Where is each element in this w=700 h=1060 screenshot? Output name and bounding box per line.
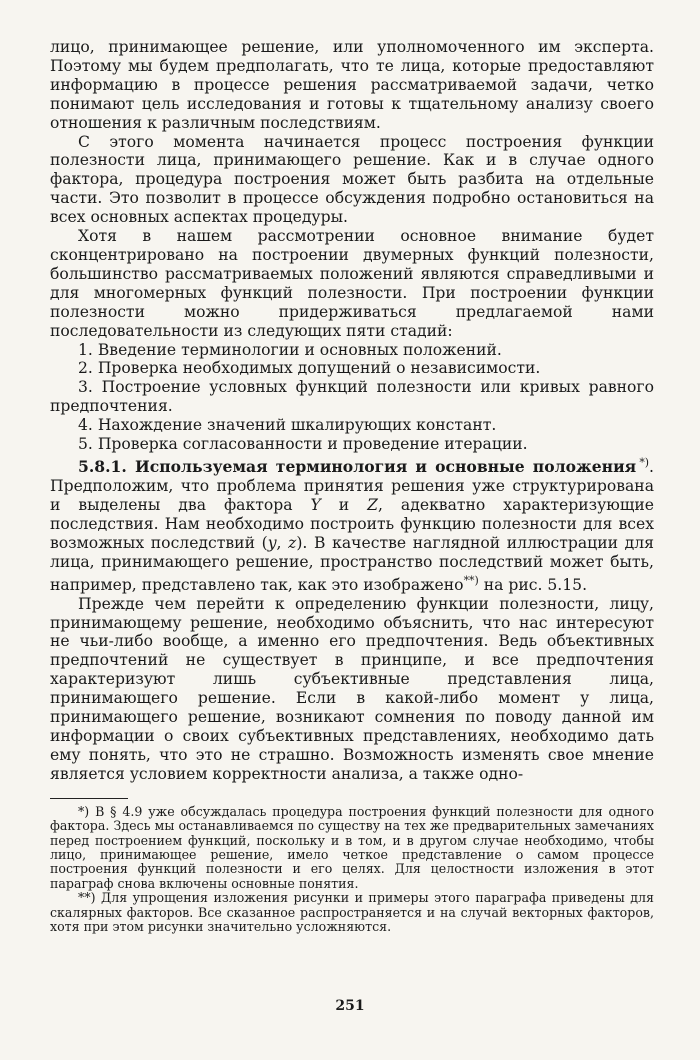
- paragraph: С этого момента начинается процесс построения функции полезности лица, принимающего решение. Как и в случае одного фактора, процедура построения может быть разбита на отдельные части. Это позволит в процессе обсуждения подробно остановиться на всех основных аспектах процедуры.: [50, 132, 654, 227]
- section-heading: 5.8.1. Используемая терминология и основные положения: [78, 457, 637, 477]
- var-y: y: [267, 533, 277, 552]
- stage-item-1: 1. Введение терминологии и основных положений.: [78, 340, 502, 359]
- footnotes: [50, 805, 654, 935]
- var-z: z: [288, 533, 297, 552]
- paragraph-continuation: лицо, принимающее решение, или уполномоченного им эксперта. Поэтому мы будем предполагать, что те лица, которые предоставляют информацию в процессе решения рассматриваемой задачи, четко понимают цель исследования и готовы к тщательному анализу своего отношения к различным последствиям.: [50, 38, 654, 132]
- factor-z: Z: [367, 495, 378, 514]
- footnote-ref-2: **): [463, 573, 479, 587]
- footnote-1: *) В § 4.9 уже обсуждалась процедура построения функций полезности для одного фактора. Здесь мы останавливаемся по существу на тех же предварительных замечаниях перед построением функций, поскольку и в том, и в другом случае необходимо, чтобы лицо, принимающее решение, имело четкое представление о самом процессе построения функций полезности и его целях. Для целостности изложения в этот параграф снова включены основные понятия.: [50, 803, 654, 891]
- stage-item-5: 5. Проверка согласованности и проведение итерации.: [78, 435, 528, 454]
- paragraph: Прежде чем перейти к определению функции полезности, лицу, принимающему решение, необходимо объяснить, что нас интересуют не чьи-либо вообще, а именно его предпочтения. Ведь объективных предпочтений не существует в принципе, и все предпочтения характеризуют лишь субъективные представления лица, принимающего решение. Если в какой-либо момент у лица, принимающего решение, возникают сомнения по поводу данной им информации о своих субъективных представлениях, необходимо дать ему понять, что это не страшно. Возможность изменять свое мнение является условием корректности анализа, а также одно-: [50, 594, 654, 783]
- section-paragraph: 5.8.1. Используемая терминология и основные положения *). Предположим, что проблема принятия решения уже структурирована и выделены два фактора Y и Z, адекватно характеризующие последствия. Нам необходимо построить функцию полезности для всех возможных последствий (y, z). В качестве наглядной иллюстрации для лица, принимающего решение, пространство последствий может быть, например, представлено так, как это изображено**) на рис. 5.15.: [50, 455, 654, 594]
- page-number: 251: [335, 998, 365, 1014]
- section-text: Предположим, что проблема принятия решения уже структурирована и выделены два фактора: [50, 477, 654, 514]
- paragraph: Хотя в нашем рассмотрении основное внимание будет сконцентрировано на построении двумерных функций полезности, большинство рассматриваемых положений являются справедливыми и для многомерных функций полезности. При построении функции полезности можно придерживаться предлагаемой нами последовательности из следующих пяти стадий:: [50, 227, 654, 340]
- stage-item-3: 3. Построение условных функций полезности или кривых равного предпочтения.: [50, 378, 654, 416]
- factor-y: Y: [310, 495, 321, 514]
- stage-item-4: 4. Нахождение значений шкалирующих констант.: [78, 416, 497, 435]
- stage-item-2: 2. Проверка необходимых допущений о независимости.: [78, 359, 541, 378]
- footnote-ref-1: *): [639, 455, 650, 469]
- footnote-2: **) Для упрощения изложения рисунки и примеры этого параграфа приведены для скалярных факторов. Все сказанное распространяется и на случай векторных факторов, хотя при этом рисунки значительно усложняются.: [50, 890, 654, 934]
- page-body: [50, 38, 654, 934]
- footnote-divider: [50, 798, 128, 799]
